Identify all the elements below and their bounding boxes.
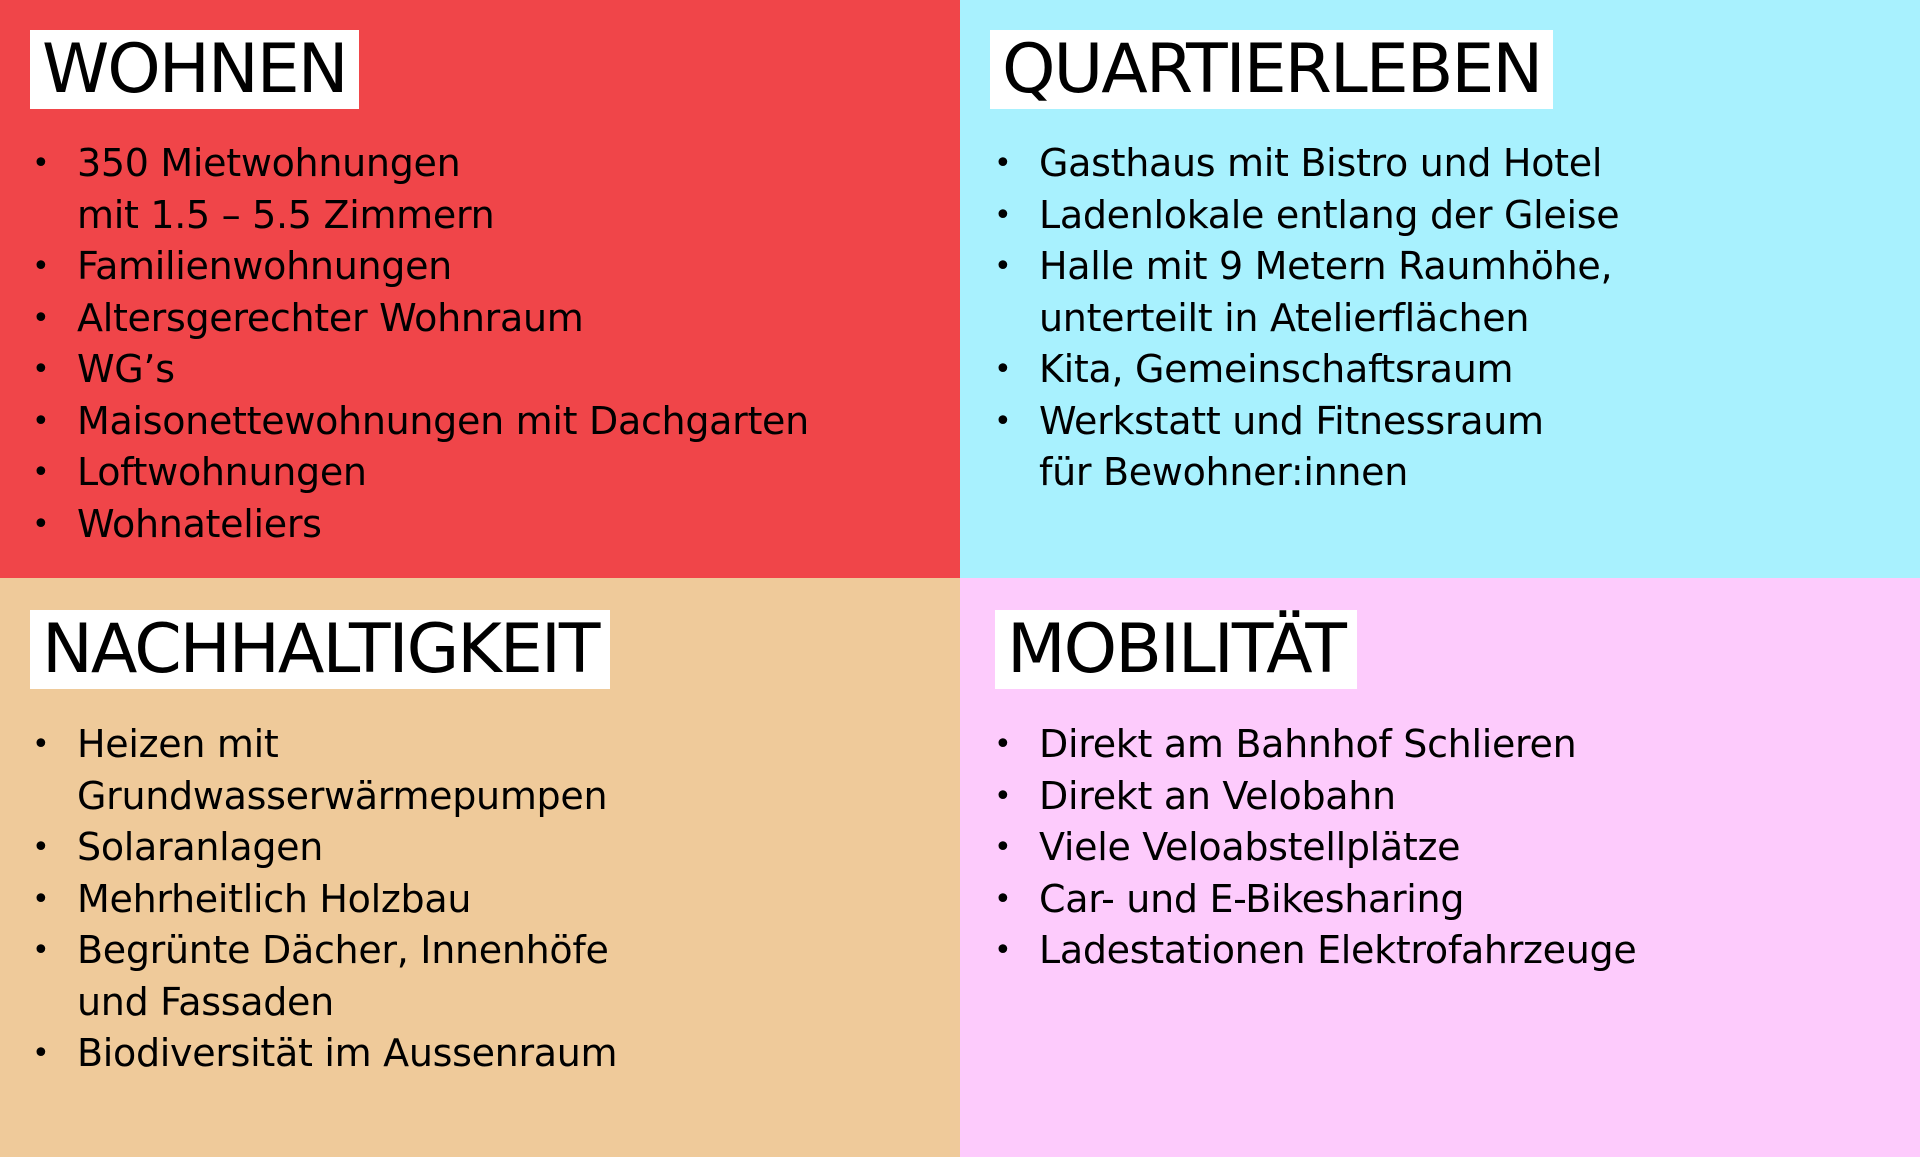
item-list — [28, 719, 617, 1080]
item-text: Ladenlokale entlang der Gleise — [1039, 192, 1620, 237]
section-wohnen — [0, 0, 960, 578]
bullet-icon: • — [32, 300, 50, 336]
bullet-icon: • — [32, 881, 50, 917]
item-text: Direkt an Velobahn — [1039, 773, 1396, 818]
section-title: WOHNEN — [30, 30, 359, 109]
list-item — [28, 138, 809, 241]
list-item — [28, 822, 617, 874]
list-item — [990, 925, 1636, 977]
bullet-icon: • — [32, 1036, 50, 1071]
list-item — [28, 499, 809, 551]
list-item — [28, 719, 617, 822]
item-text: Kita, Gemeinschaftsraum — [1039, 347, 1514, 391]
item-text: Heizen mit Grundwasserwärmepumpen — [77, 722, 608, 818]
list-item — [28, 874, 617, 926]
bullet-icon: • — [994, 727, 1012, 762]
item-text: WG’s — [77, 347, 175, 391]
section-mobilitaet — [960, 578, 1920, 1157]
bullet-icon: • — [32, 455, 50, 490]
bullet-icon: • — [994, 249, 1012, 284]
item-text: Werkstatt und Fitnessraum für Bewohner:innen — [1039, 398, 1544, 494]
item-text: Maisonettewohnungen mit Dachgarten — [77, 398, 809, 443]
section-title: MOBILITÄT — [995, 610, 1357, 689]
item-text: Biodiversität im Aussenraum — [77, 1031, 618, 1075]
item-text: Begrünte Dächer, Innenhöfe und Fassaden — [77, 928, 609, 1024]
list-item — [990, 190, 1619, 242]
bullet-icon: • — [32, 727, 50, 762]
item-text: Loftwohnungen — [77, 450, 367, 494]
list-item — [28, 241, 809, 293]
bullet-icon: • — [32, 933, 50, 968]
bullet-icon: • — [994, 933, 1012, 968]
item-list — [990, 719, 1636, 977]
bullet-icon: • — [32, 352, 50, 387]
list-item — [990, 771, 1636, 823]
section-title: NACHHALTIGKEIT — [30, 610, 610, 689]
list-item — [28, 1028, 617, 1080]
list-item — [28, 293, 809, 345]
item-list — [28, 138, 809, 550]
section-quartierleben — [960, 0, 1920, 578]
item-text: Gasthaus mit Bistro und Hotel — [1039, 141, 1603, 185]
bullet-icon: • — [994, 146, 1012, 181]
bullet-icon: • — [994, 881, 1012, 917]
bullet-icon: • — [994, 403, 1012, 439]
item-text: Familienwohnungen — [77, 244, 452, 288]
bullet-icon: • — [32, 403, 50, 439]
item-text: Ladestationen Elektrofahrzeuge — [1039, 928, 1637, 972]
list-item — [28, 396, 809, 448]
item-text: Solaranlagen — [77, 825, 324, 869]
item-text: Direkt am Bahnhof Schlieren — [1039, 722, 1577, 766]
list-item — [990, 138, 1619, 190]
list-item — [990, 241, 1619, 344]
list-item — [990, 822, 1636, 874]
item-text: Viele Veloabstellplätze — [1039, 825, 1461, 869]
item-text: 350 Mietwohnungen mit 1.5 – 5.5 Zimmern — [77, 141, 495, 237]
bullet-icon: • — [994, 197, 1012, 233]
bullet-icon: • — [32, 830, 50, 865]
bullet-icon: • — [994, 352, 1012, 387]
list-item — [990, 344, 1619, 396]
item-text: Car- und E-Bikesharing — [1039, 876, 1465, 921]
list-item — [28, 344, 809, 396]
item-text: Altersgerechter Wohnraum — [77, 295, 584, 340]
section-title: QUARTIERLEBEN — [990, 30, 1553, 109]
bullet-icon: • — [32, 146, 50, 181]
list-item — [990, 396, 1619, 499]
list-item — [990, 874, 1636, 926]
list-item — [28, 925, 617, 1028]
item-text: Wohnateliers — [77, 501, 322, 546]
item-text: Mehrheitlich Holzbau — [77, 876, 472, 921]
item-text: Halle mit 9 Metern Raumhöhe, unterteilt in Atelierflächen — [1039, 244, 1613, 340]
bullet-icon: • — [994, 830, 1012, 865]
bullet-icon: • — [32, 249, 50, 284]
list-item — [28, 447, 809, 499]
item-list — [990, 138, 1619, 499]
list-item — [990, 719, 1636, 771]
bullet-icon: • — [994, 778, 1012, 814]
bullet-icon: • — [32, 506, 50, 542]
section-nachhaltigkeit — [0, 578, 960, 1157]
